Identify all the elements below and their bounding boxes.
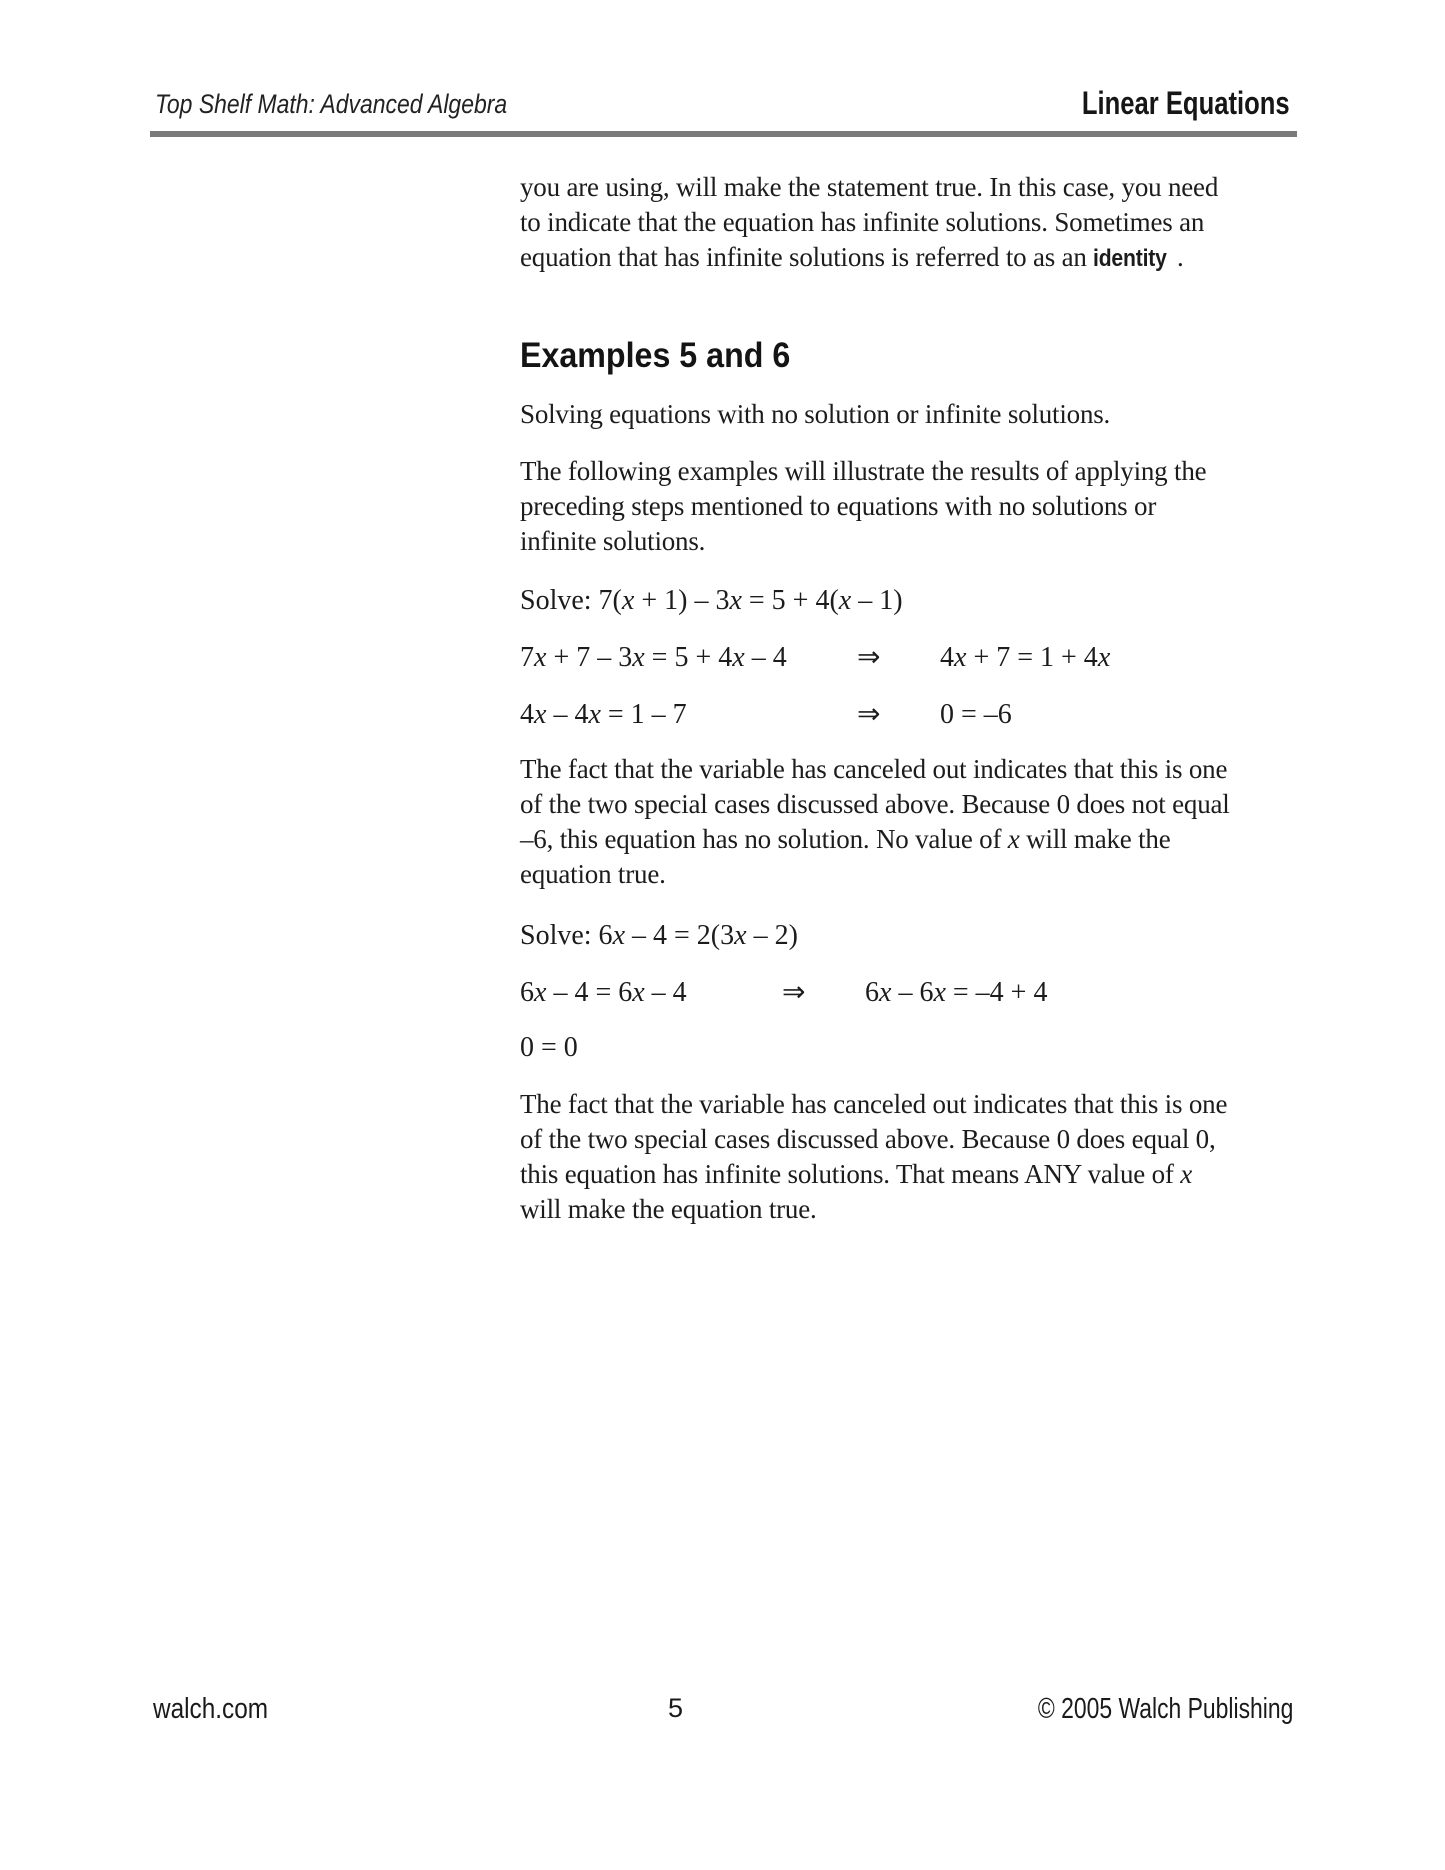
paragraph-line [520,240,1218,276]
paragraph-line: –6, this equation has no solution. No value of x will make the [520,824,1171,854]
paragraph-line-text: . [1177,242,1184,272]
paragraph-line: The fact that the variable has canceled out indicates that this is one [520,754,1228,784]
example1-step-row-1 [520,640,1110,675]
paragraph-line: The following examples will illustrate the results of applying the [520,456,1207,486]
paragraph-line: will make the equation true. [520,1194,817,1224]
equation-rhs: 6x – 6x = –4 + 4 [865,977,1048,1008]
paragraph-line-text: equation that has infinite solutions is referred to as an [520,242,1094,272]
examples-heading: Examples 5 and 6 [520,336,791,375]
footer-website: walch.com [153,1693,269,1725]
example2-step-row-1 [520,975,1047,1010]
paragraph-line: this equation has infinite solutions. That means ANY value of x [520,1159,1193,1189]
equation-lhs: 6x – 4 = 6x – 4 [520,977,687,1008]
paragraph-line: infinite solutions. [520,526,706,556]
implies-arrow-icon: ⇒ [857,642,881,673]
equation-rhs: 4x + 7 = 1 + 4x [940,642,1111,673]
paragraph-line: preceding steps mentioned to equations with no solutions or [520,491,1157,521]
example1-conclusion-paragraph [520,752,1230,892]
equation-lhs: 7x + 7 – 3x = 5 + 4x – 4 [520,642,787,673]
header-book-title: Top Shelf Math: Advanced Algebra [155,89,508,119]
header-section-title: Linear Equations [1082,85,1290,121]
paragraph-line: of the two special cases discussed above. Because 0 does equal 0, [520,1124,1216,1154]
paragraph-line: of the two special cases discussed above. Because 0 does not equal [520,789,1230,819]
paragraph-line: to indicate that the equation has infinite solutions. Sometimes an [520,207,1205,237]
example1-step-row-2 [520,697,1012,732]
example2-solve-line: Solve: 6x – 4 = 2(3x – 2) [520,920,798,951]
header-rule [150,131,1297,137]
footer-copyright: © 2005 Walch Publishing [1037,1693,1293,1725]
footer-page-number: 5 [668,1693,684,1723]
example2-conclusion-paragraph [520,1087,1227,1227]
intro-paragraph [520,170,1218,276]
paragraph-line: you are using, will make the statement true. In this case, you need [520,172,1219,202]
identity-term: identity [1093,245,1167,272]
paragraph-line: The fact that the variable has canceled out indicates that this is one [520,1089,1228,1119]
equation-rhs: 0 = –6 [940,699,1012,730]
example2-final-line: 0 = 0 [520,1032,578,1063]
implies-arrow-icon: ⇒ [857,699,881,730]
implies-arrow-icon: ⇒ [782,977,806,1008]
paragraph-line: equation true. [520,859,666,889]
examples-subtitle: Solving equations with no solution or infinite solutions. [520,399,1111,429]
equation-lhs: 4x – 4x = 1 – 7 [520,699,687,730]
example1-solve-line: Solve: 7(x + 1) – 3x = 5 + 4(x – 1) [520,585,903,616]
examples-intro-paragraph [520,454,1206,559]
